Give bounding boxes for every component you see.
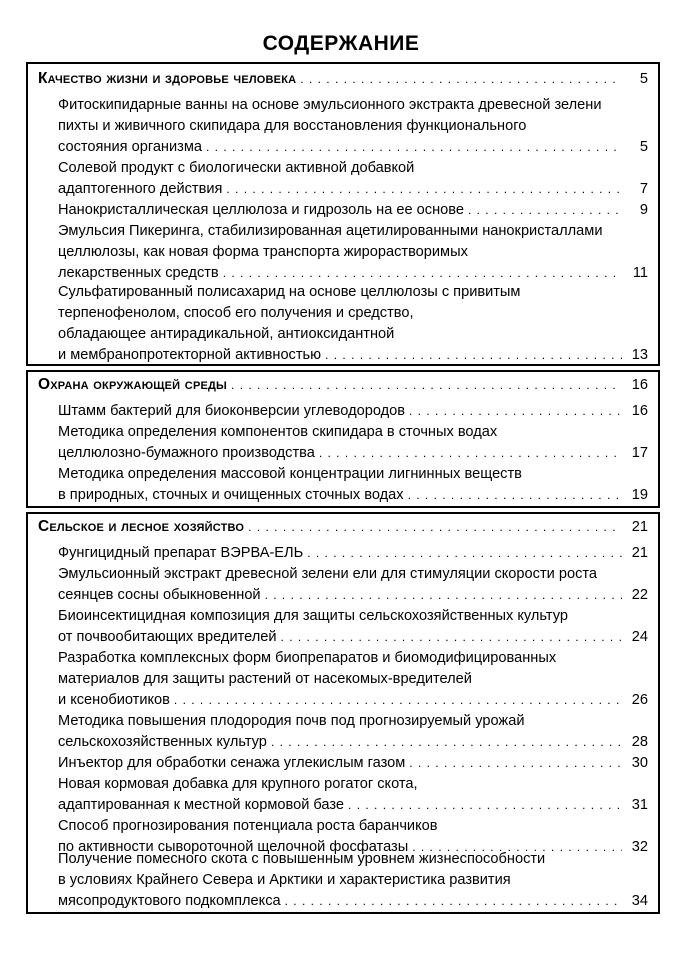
- page-number: 16: [631, 377, 648, 393]
- entry-line: Новая кормовая добавка для крупного рогатог скота,: [58, 776, 418, 792]
- entry-text: состояния организма: [58, 139, 202, 155]
- toc-entry[interactable]: [58, 95, 648, 158]
- toc-entry[interactable]: [58, 564, 648, 606]
- entry-line: в условиях Крайнего Севера и Арктики и характеристика развития: [58, 872, 511, 888]
- dot-leader: [319, 443, 622, 464]
- dot-leader: [248, 520, 622, 534]
- entry-line: Биоинсектицидная композиция для защиты сельскохозяйственных культур: [58, 608, 568, 624]
- dot-leader: [408, 485, 622, 506]
- toc-entry[interactable]: [58, 753, 648, 774]
- entry-line: Получение помесного скота с повышенным уровнем жизнеспособности: [58, 851, 546, 867]
- section-heading-text: Охрана окружающей среды: [38, 376, 228, 393]
- dot-leader: [409, 401, 622, 422]
- entry-text: Инъектор для обработки сенажа углекислым газом: [58, 755, 406, 771]
- entry-text: сельскохозяйственных культур: [58, 734, 267, 750]
- dot-leader: [348, 795, 622, 816]
- page-number: 21: [631, 519, 648, 535]
- page-number: 13: [631, 347, 648, 363]
- entry-line: Эмульсия Пикеринга, стабилизированная ацетилированными нанокристаллами: [58, 223, 603, 239]
- entry-line: Эмульсионный экстракт древесной зелени ели для стимуляции скорости роста: [58, 566, 598, 582]
- entry-text: Фунгицидный препарат ВЭРВА-ЕЛЬ: [58, 545, 304, 561]
- entry-line: Фитоскипидарные ванны на основе эмульсионного экстракта древесной зелени: [58, 97, 602, 113]
- dot-leader: [223, 263, 622, 284]
- page-number: 28: [631, 734, 648, 750]
- toc-entry[interactable]: [58, 221, 648, 284]
- entry-text: от почвообитающих вредителей: [58, 629, 277, 645]
- toc-entry[interactable]: [58, 282, 648, 366]
- entry-text: Нанокристаллическая целлюлоза и гидрозоль на ее основе: [58, 202, 464, 218]
- dot-leader: [226, 179, 622, 200]
- dot-leader: [174, 690, 622, 711]
- entry-text: Штамм бактерий для биоконверсии углеводородов: [58, 403, 405, 419]
- page-number: 21: [631, 545, 648, 561]
- section-heading-text: Сельское и лесное хозяйство: [38, 518, 245, 535]
- page-number: 7: [639, 181, 648, 197]
- section-heading[interactable]: [38, 376, 648, 398]
- dot-leader: [409, 753, 622, 774]
- dot-leader: [285, 891, 622, 912]
- entry-text: и мембранопротекторной активностью: [58, 347, 322, 363]
- toc-entry[interactable]: [58, 774, 648, 816]
- dot-leader: [231, 378, 622, 392]
- entry-text: сеянцев сосны обыкновенной: [58, 587, 261, 603]
- entry-line: материалов для защиты растений от насекомых-вредителей: [58, 671, 472, 687]
- toc-entry[interactable]: [58, 158, 648, 200]
- page-number: 30: [631, 755, 648, 771]
- page-number: 26: [631, 692, 648, 708]
- dot-leader: [300, 72, 622, 86]
- entry-text: и ксенобиотиков: [58, 692, 170, 708]
- entry-text: адаптогенного действия: [58, 181, 223, 197]
- entry-line: Методика определения компонентов скипидара в сточных водах: [58, 424, 498, 440]
- entry-line: Сульфатированный полисахарид на основе целлюлозы с привитым: [58, 284, 521, 300]
- page-number: 9: [639, 202, 648, 218]
- entry-text: по активности сывороточной щелочной фосфатазы: [58, 839, 409, 855]
- section-heading-text: Качество жизни и здоровье человека: [38, 70, 297, 87]
- entry-line: Разработка комплексных форм биопрепаратов и биомодифицированных: [58, 650, 557, 666]
- entry-line: Солевой продукт с биологически активной добавкой: [58, 160, 415, 176]
- toc-entry[interactable]: [58, 422, 648, 464]
- toc-section-environment: [26, 370, 660, 508]
- page-number: 34: [631, 893, 648, 909]
- toc-entry[interactable]: [58, 543, 648, 564]
- toc-entry[interactable]: [58, 464, 648, 506]
- dot-leader: [281, 627, 622, 648]
- toc-entry[interactable]: [58, 401, 648, 422]
- dot-leader: [271, 732, 622, 753]
- page-number: 31: [631, 797, 648, 813]
- page-number: 16: [631, 403, 648, 419]
- entry-line: обладающее антирадикальной, антиоксидантной: [58, 326, 395, 342]
- entry-text: адаптированная к местной кормовой базе: [58, 797, 345, 813]
- section-heading[interactable]: [38, 518, 648, 540]
- dot-leader: [468, 200, 622, 221]
- section-heading[interactable]: [38, 70, 648, 92]
- toc-entry[interactable]: [58, 849, 648, 912]
- page-number: 11: [632, 265, 648, 281]
- entry-line: пихты и живичного скипидара для восстановления функционального: [58, 118, 527, 134]
- toc-entry[interactable]: [58, 200, 648, 221]
- toc-section-agriculture: [26, 512, 660, 914]
- toc-entry[interactable]: [58, 606, 648, 648]
- dot-leader: [265, 585, 622, 606]
- page-number: 17: [631, 445, 648, 461]
- dot-leader: [307, 543, 622, 564]
- toc-entry[interactable]: [58, 711, 648, 753]
- page-number: 32: [631, 839, 648, 855]
- entry-text: мясопродуктового подкомплекса: [58, 893, 281, 909]
- entry-text: целлюлозно-бумажного производства: [58, 445, 315, 461]
- dot-leader: [325, 345, 622, 366]
- toc-section-health: [26, 62, 660, 366]
- entry-line: целлюлозы, как новая форма транспорта жирорастворимых: [58, 244, 468, 260]
- toc-entry[interactable]: [58, 648, 648, 711]
- page-number: 22: [631, 587, 648, 603]
- page-number: 19: [631, 487, 648, 503]
- entry-text: в природных, сточных и очищенных сточных водах: [58, 487, 404, 503]
- page-number: 24: [631, 629, 648, 645]
- page-title: СОДЕРЖАНИЕ: [262, 32, 420, 55]
- entry-text: лекарственных средств: [58, 265, 219, 281]
- entry-line: Методика повышения плодородия почв под прогнозируемый урожай: [58, 713, 525, 729]
- entry-line: терпенофенолом, способ его получения и средство,: [58, 305, 414, 321]
- page-number: 5: [639, 71, 648, 87]
- dot-leader: [206, 137, 622, 158]
- entry-line: Способ прогнозирования потенциала роста баранчиков: [58, 818, 438, 834]
- page-number: 5: [639, 139, 648, 155]
- entry-line: Методика определения массовой концентрации лигнинных веществ: [58, 466, 522, 482]
